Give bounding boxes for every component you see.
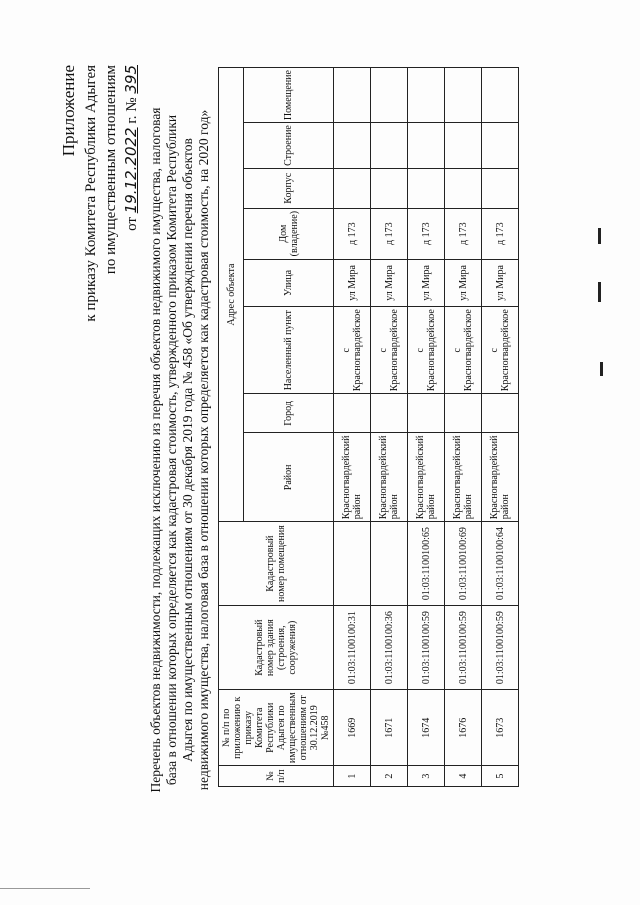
document-title: Перечень объектов недвижимости, подлежащих исключению из перечня объектов недвижимого имущества, налоговая база в отношении которых определяется как кадастровая стоимость, утвержденного приказом Комитета Республики Адыгея по имущественным отношениям от 30 декабря 2019 года № 458 «Об утверждении перечня объектов недвижимого имущества, налоговая база в отношении которых определяется как кадастровая стоимость, на 2020 год» <box>148 107 211 793</box>
header-ref-num: № п/п по приложению к приказу Комитета Республики Адыгея по имущественным отношениям от 30.12.2019 №458 <box>219 690 334 766</box>
cell-block <box>482 168 519 208</box>
header-address: Адрес объекта <box>219 68 244 522</box>
appendix-line1: к приказу Комитета Республики Адыгея <box>83 65 99 322</box>
cell-room-cadastral: 01:03:1100100:64 <box>482 522 519 606</box>
cell-street: ул Мира <box>334 259 371 306</box>
cell-settlement: с Красногвардейское <box>445 307 482 394</box>
cell-house: д 173 <box>482 208 519 259</box>
cell-street: ул Мира <box>482 259 519 306</box>
table-row <box>408 68 445 787</box>
date-prefix: от <box>124 217 140 231</box>
header-room-cadastral: Кадастровый номер помещения <box>219 522 334 606</box>
cell-block <box>408 168 445 208</box>
cell-building-cadastral: 01:03:1100100:31 <box>334 605 371 690</box>
scan-mark <box>598 228 601 244</box>
cell-building <box>334 123 371 169</box>
scan-line <box>0 888 90 889</box>
header-building-cadastral: Кадастровый номер здания (строения, сооружения) <box>219 605 334 690</box>
cell-room <box>482 68 519 123</box>
header-district: Район <box>244 433 334 522</box>
header-settlement: Населенный пункт <box>244 307 334 394</box>
cell-num: 2 <box>371 766 408 787</box>
objects-table <box>218 67 519 787</box>
cell-building <box>371 123 408 169</box>
appendix-line3 <box>122 65 141 345</box>
cell-district: Красногвардейский район <box>408 433 445 522</box>
cell-room-cadastral: 01:03:1100100:69 <box>445 522 482 606</box>
cell-city <box>408 394 445 433</box>
cell-building-cadastral: 01:03:1100100:36 <box>371 605 408 690</box>
order-number: 395 <box>122 65 140 94</box>
cell-district: Красногвардейский район <box>334 433 371 522</box>
header-city: Город <box>244 394 334 433</box>
cell-district: Красногвардейский район <box>482 433 519 522</box>
cell-room <box>408 68 445 123</box>
cell-city <box>334 394 371 433</box>
cell-building-cadastral: 01:03:1100100:59 <box>408 605 445 690</box>
cell-num: 4 <box>445 766 482 787</box>
scan-mark <box>598 282 601 302</box>
cell-house: д 173 <box>334 208 371 259</box>
header-room: Помещение <box>244 68 334 123</box>
cell-building-cadastral: 01:03:1100100:59 <box>482 605 519 690</box>
cell-settlement: с Красногвардейское <box>371 307 408 394</box>
cell-street: ул Мира <box>408 259 445 306</box>
cell-num: 5 <box>482 766 519 787</box>
cell-settlement: с Красногвардейское <box>482 307 519 394</box>
table-row <box>445 68 482 787</box>
appendix-title: Приложение <box>59 65 78 157</box>
cell-room <box>445 68 482 123</box>
cell-city <box>482 394 519 433</box>
cell-num: 3 <box>408 766 445 787</box>
cell-ref: 1676 <box>445 690 482 766</box>
cell-house: д 173 <box>371 208 408 259</box>
cell-ref: 1671 <box>371 690 408 766</box>
header-street: Улица <box>244 259 334 306</box>
cell-block <box>334 168 371 208</box>
table-row <box>482 68 519 787</box>
cell-city <box>371 394 408 433</box>
header-house: Дом (владение) <box>244 208 334 259</box>
appendix-line2: по имущественным отношениям <box>103 65 119 275</box>
cell-street: ул Мира <box>371 259 408 306</box>
cell-street: ул Мира <box>445 259 482 306</box>
cell-ref: 1674 <box>408 690 445 766</box>
cell-room-cadastral <box>371 522 408 606</box>
cell-ref: 1669 <box>334 690 371 766</box>
cell-room-cadastral: 01:03:1100100:65 <box>408 522 445 606</box>
cell-block <box>445 168 482 208</box>
header-block: Корпус <box>244 168 334 208</box>
order-date: 19.12.2022 <box>122 127 140 214</box>
cell-room <box>334 68 371 123</box>
cell-room-cadastral <box>334 522 371 606</box>
number-prefix: г. № <box>124 97 140 124</box>
cell-house: д 173 <box>445 208 482 259</box>
table-row <box>371 68 408 787</box>
cell-num: 1 <box>334 766 371 787</box>
cell-district: Красногвардейский район <box>371 433 408 522</box>
scan-mark <box>600 362 603 376</box>
cell-building <box>482 123 519 169</box>
cell-building-cadastral: 01:03:1100100:59 <box>445 605 482 690</box>
header-num: № п/п <box>219 766 334 787</box>
table-row <box>334 68 371 787</box>
cell-settlement: с Красногвардейское <box>334 307 371 394</box>
cell-settlement: с Красногвардейское <box>408 307 445 394</box>
cell-ref: 1673 <box>482 690 519 766</box>
cell-room <box>371 68 408 123</box>
cell-city <box>445 394 482 433</box>
cell-building <box>408 123 445 169</box>
cell-block <box>371 168 408 208</box>
cell-district: Красногвардейский район <box>445 433 482 522</box>
cell-house: д 173 <box>408 208 445 259</box>
cell-building <box>445 123 482 169</box>
header-building: Строение <box>244 123 334 169</box>
